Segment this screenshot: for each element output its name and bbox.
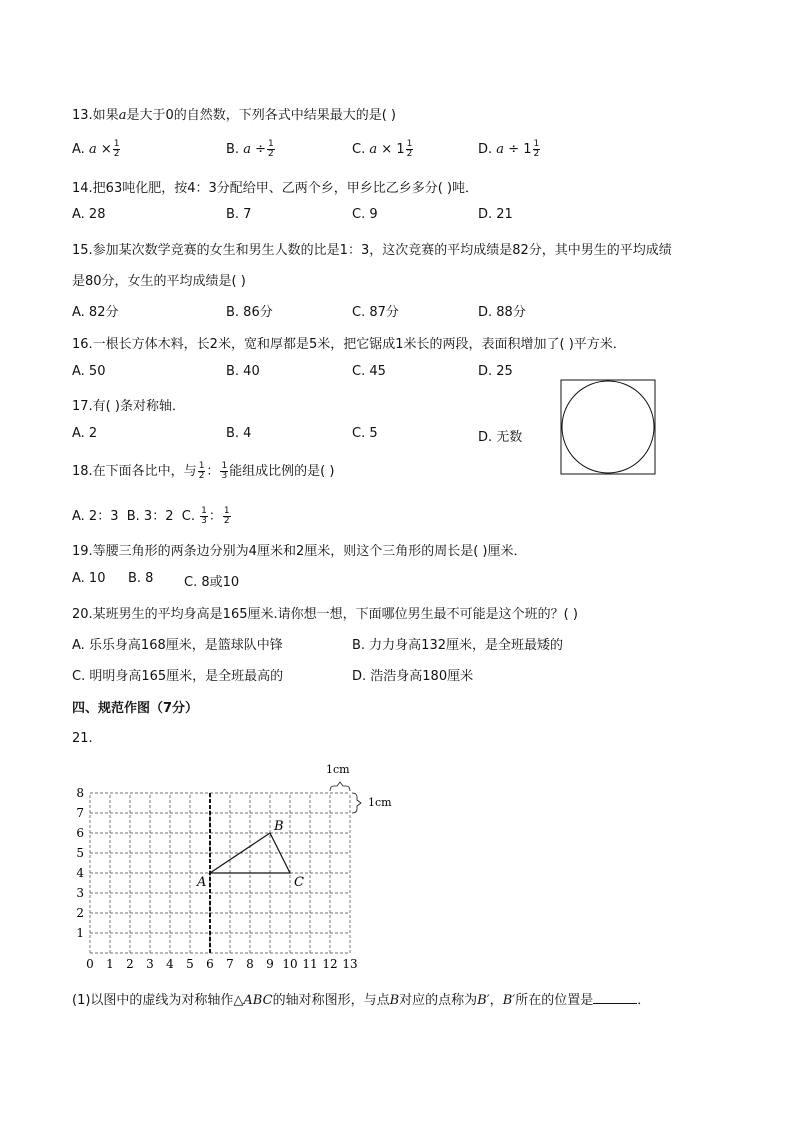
scale-horizontal-brace [330,782,350,791]
q17-option-a[interactable]: A. 2 [72,426,98,441]
q15-option-b[interactable]: B. 86分 [226,305,273,320]
q17-option-b[interactable]: B. 4 [226,426,252,441]
y-tick-label: 8 [76,786,84,800]
x-tick-label: 6 [206,957,214,971]
q20-option-c[interactable]: C. 明明身高165厘米，是全班最高的 [72,669,284,684]
x-tick-label: 2 [126,957,134,971]
section-4-title: 四、规范作图（7分） [72,701,199,716]
y-tick-label: 4 [76,866,84,880]
q15-option-a[interactable]: A. 82分 [72,305,119,320]
q13-option-a[interactable]: A. a × $\frac{1}{2}$ [72,139,120,159]
x-tick-label: 11 [302,957,318,971]
q19-option-c[interactable]: C. 8或10 [184,575,240,590]
q14-option-c[interactable]: C. 9 [352,207,378,222]
q15-option-c[interactable]: C. 87分 [352,305,399,320]
point-labels [196,819,304,890]
q13-stem: 13.如果a是大于0的自然数，下列各式中结果最大的是( ) [72,108,397,123]
point-label-b: B [274,819,284,834]
x-tick-label: 5 [186,957,194,971]
q20-option-a[interactable]: A. 乐乐身高168厘米，是篮球队中锋 [72,638,283,653]
q18-options [72,505,232,526]
q17-option-c[interactable]: C. 5 [352,426,378,441]
y-tick-labels [76,786,84,940]
x-tick-labels [86,957,357,971]
q19-stem: 19.等腰三角形的两条边分别为4厘米和2厘米，则这个三角形的周长是( )厘米． [72,544,527,559]
q20-option-b[interactable]: B. 力力身高132厘米，是全班最矮的 [352,638,563,653]
q16-stem: 16.一根长方体木料，长2米，宽和厚都是5米，把它锯成1米长的两段，表面积增加了( )平方米． [72,337,626,352]
scale-indicator [326,763,392,813]
x-tick-label: 13 [342,957,358,971]
x-tick-label: 8 [246,957,254,971]
q18-stem: 18.在下面各比中，与 $\frac{1}{2}$ ： $\frac{1}{3}$ 能组成比例的是( ) [72,461,335,481]
q15-stem-line2: 是80分，女生的平均成绩是( ) [72,274,246,289]
q15-stem-line1: 15.参加某次数学竞赛的女生和男生人数的比是1：3，这次竞赛的平均成绩是82分，其中男生的平均成绩 [72,243,672,258]
q18-option-a[interactable]: A. 2：3 [72,509,119,524]
q17-stem: 17.有( )条对称轴． [72,399,185,414]
q14-option-d[interactable]: D. 21 [478,207,513,222]
q21-sub1-text: (1)以图中的虚线为对称轴作△ABC的轴对称图形，与点B对应的点称为B′，B′所在的位置是 ． [72,993,651,1008]
y-tick-label: 2 [76,906,84,920]
y-tick-label: 7 [76,806,84,820]
circle-in-square-figure [560,379,656,475]
scale-horizontal-label: 1cm [326,763,350,776]
y-tick-label: 6 [76,826,84,840]
q16-option-c[interactable]: C. 45 [352,364,386,379]
q19-option-b[interactable]: B. 8 [128,571,154,586]
q21-number: 21. [72,731,93,746]
q16-option-a[interactable]: A. 50 [72,364,106,379]
q13-option-b[interactable]: B. a ÷ $\frac{1}{2}$ [226,139,274,159]
x-tick-label: 1 [106,957,114,971]
q16-option-d[interactable]: D. 25 [478,364,513,379]
coordinate-grid-figure [70,758,410,974]
y-tick-label: 1 [76,926,84,940]
q19-option-a[interactable]: A. 10 [72,571,106,586]
q20-option-d[interactable]: D. 浩浩身高180厘米 [352,669,474,684]
q14-option-a[interactable]: A. 28 [72,207,106,222]
q17-option-d[interactable]: D. 无数 [478,430,523,445]
x-tick-label: 10 [282,957,298,971]
point-label-c: C [294,875,304,890]
q20-stem: 20.某班男生的平均身高是165厘米.请你想一想，下面哪位男生最不可能是这个班的？( ) [72,607,578,622]
q14-option-b[interactable]: B. 7 [226,207,252,222]
x-tick-label: 4 [166,957,174,971]
x-tick-label: 9 [266,957,274,971]
x-tick-label: 0 [86,957,94,971]
y-tick-label: 3 [76,886,84,900]
q16-option-b[interactable]: B. 40 [226,364,260,379]
q13-option-c[interactable]: C. a × 1 $\frac{1}{2}$ [352,139,413,159]
x-tick-label: 12 [322,957,338,971]
q15-option-d[interactable]: D. 88分 [478,305,526,320]
answer-blank[interactable] [593,991,637,1004]
x-tick-label: 3 [146,957,154,971]
q18-option-c[interactable]: C. $\frac{1}{3}$ ： $\frac{1}{2}$ [181,506,230,526]
scale-vertical-brace [352,793,361,813]
y-tick-label: 5 [76,846,84,860]
scale-vertical-label: 1cm [368,796,392,809]
q13-option-d[interactable]: D. a ÷ 1 $\frac{1}{2}$ [478,139,540,159]
point-label-a: A [197,875,207,890]
q14-stem: 14.把63吨化肥，按4：3分配给甲、乙两个乡，甲乡比乙乡多分( )吨． [72,181,479,196]
x-tick-label: 7 [226,957,234,971]
q18-option-b[interactable]: B. 3：2 [126,509,174,524]
